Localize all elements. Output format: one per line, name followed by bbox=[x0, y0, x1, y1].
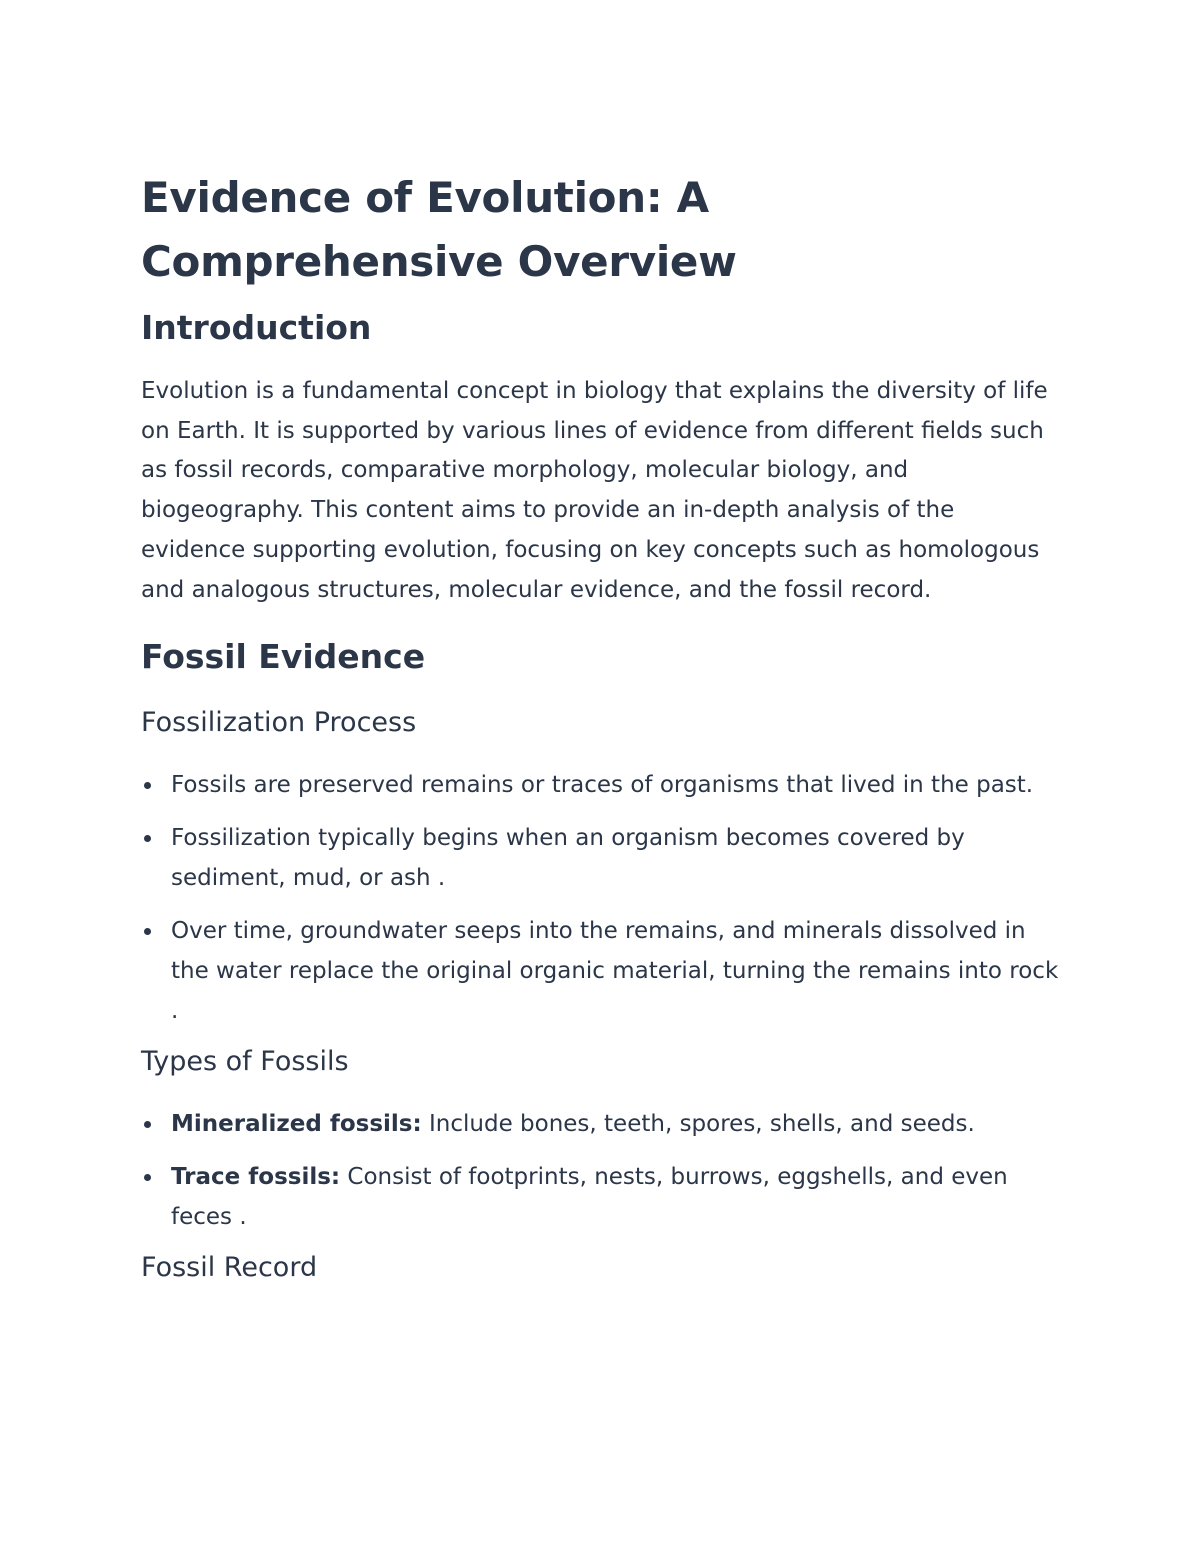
bullet-icon bbox=[144, 928, 151, 935]
types-of-fossils-list bbox=[141, 1104, 1061, 1237]
bullet-icon bbox=[144, 782, 151, 789]
list-item bbox=[141, 765, 1061, 805]
bullet-icon bbox=[144, 1174, 151, 1181]
document-title: Evidence of Evolution: A Comprehensive Overview bbox=[141, 173, 737, 286]
list-item bbox=[141, 1104, 1061, 1144]
bullet-icon bbox=[144, 835, 151, 842]
list-item-text: Fossilization typically begins when an organism becomes covered by sediment, mud, or ash . bbox=[171, 825, 965, 892]
list-item-text: Consist of footprints, nests, burrows, eggshells, and even feces . bbox=[171, 1164, 1008, 1231]
list-item-term: Mineralized fossils: bbox=[171, 1111, 422, 1138]
list-item-text: Over time, groundwater seeps into the remains, and minerals dissolved in the water replace the original organic material, turning the remains into rock . bbox=[171, 918, 1059, 1025]
subsection-heading-types-of-fossils: Types of Fossils bbox=[141, 1046, 349, 1078]
bullet-icon bbox=[144, 1121, 151, 1128]
list-item-text: Include bones, teeth, spores, shells, and seeds. bbox=[421, 1111, 975, 1138]
fossilization-process-list bbox=[141, 765, 1061, 1031]
list-item bbox=[141, 1157, 1061, 1237]
list-item bbox=[141, 911, 1061, 1031]
list-item bbox=[141, 818, 1061, 898]
list-item-term: Trace fossils: bbox=[171, 1164, 341, 1191]
subsection-heading-fossilization-process: Fossilization Process bbox=[141, 707, 417, 739]
list-item-text: Fossils are preserved remains or traces of organisms that lived in the past. bbox=[171, 772, 1034, 799]
subsection-heading-fossil-record: Fossil Record bbox=[141, 1252, 318, 1284]
section-heading-fossil-evidence: Fossil Evidence bbox=[141, 637, 426, 677]
document-page bbox=[141, 166, 1061, 1286]
introduction-paragraph: Evolution is a fundamental concept in biology that explains the diversity of life on Earth. It is supported by various lines of evidence from different fields such as fossil records, comparative morphology, molecular biology, and biogeography. This content aims to provide an in-depth analysis of the evidence supporting evolution, focusing on key concepts such as homologous and analogous structures, molecular evidence, and the fossil record. bbox=[141, 378, 1048, 603]
section-heading-introduction: Introduction bbox=[141, 308, 372, 347]
